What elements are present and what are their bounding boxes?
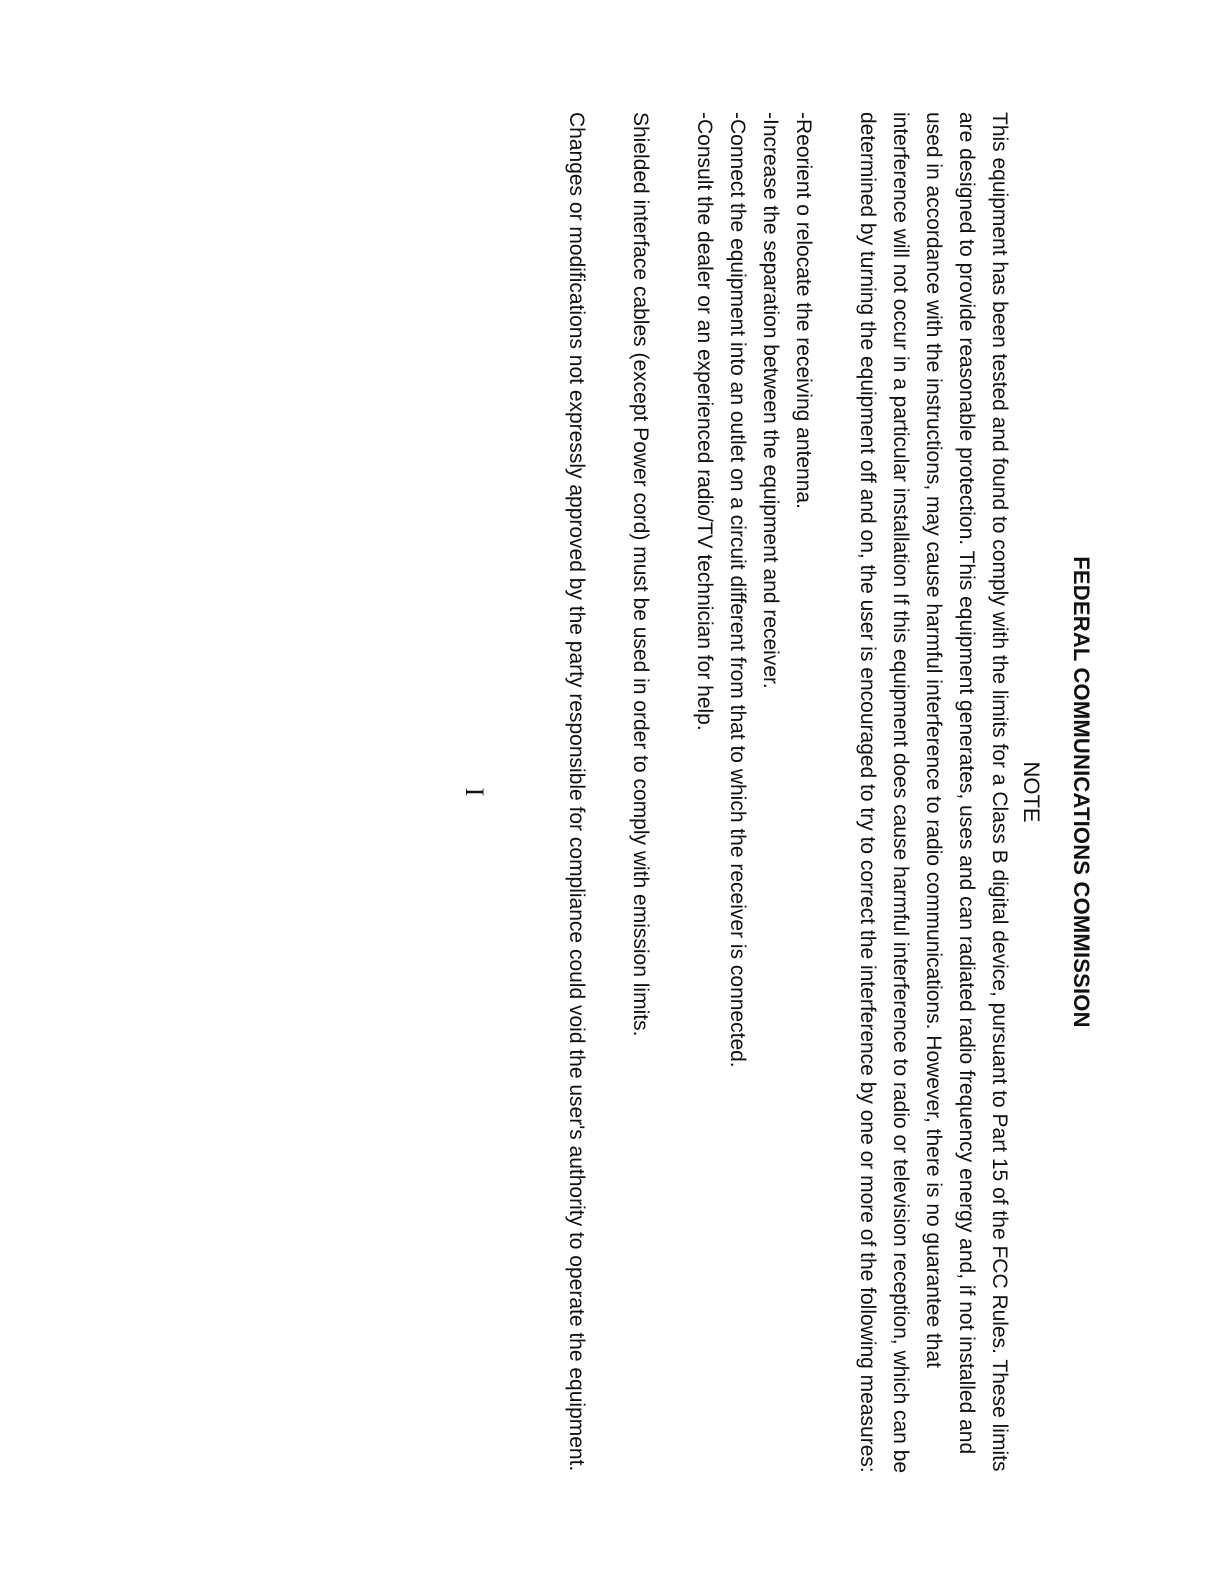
modifications-paragraph: Changes or modifications not expressly approved by the party responsible for compliance could void the user's authority to operate the equipment.: [565, 112, 588, 1472]
measure-item: -Connect the equipment into an outlet on a circuit different from that to which the receiver is connected.: [726, 112, 749, 1068]
compliance-paragraph: This equipment has been tested and found to comply with the limits for a Class B digital device, pursuant to Part 15 of the FCC Rules. These limits are designed to provide reasonable protection. This equipment generates, uses and can radiated radio frequency energy and, if not installed and used in accordance with the instructions, may cause harmful interference to radio communications. However, there is no guarantee that interference will not occur in a particular installation If this equipment does cause harmful interference to radio or television reception, which can be determined by turning the equipment off and on, the user is encouraged to try to correct the interference by one or more of the following measures:: [856, 112, 1011, 1474]
measure-item: -Increase the separation between the equipment and receiver.: [759, 112, 782, 689]
shielded-cables-paragraph: Shielded interface cables (except Power cord) must be used in order to comply with emission limits.: [629, 112, 652, 1037]
document-body: [529, 112, 1016, 1482]
page-number: I: [460, 787, 489, 797]
document-title: FEDERAL COMMUNICATIONS COMMISSION: [1069, 556, 1094, 1028]
measure-item: -Consult the dealer or an experienced radio/TV technician for help.: [693, 112, 716, 731]
measures-list: [688, 112, 820, 1482]
measure-item: -Reorient o relocate the receiving antenna.: [792, 112, 815, 509]
note-heading: NOTE: [1019, 761, 1044, 823]
